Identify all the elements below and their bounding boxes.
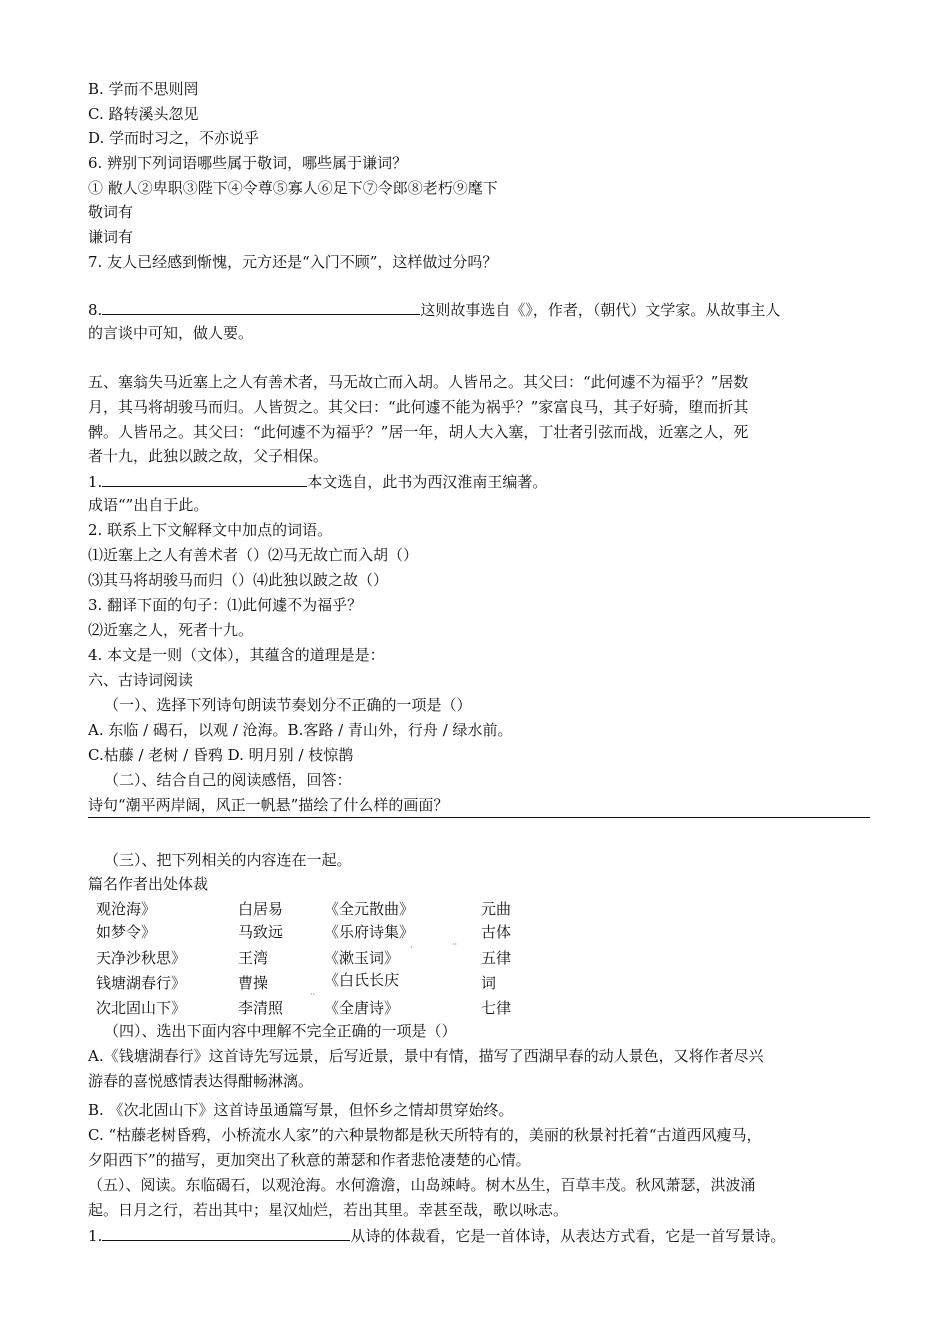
- option-b: B. 学而不思则罔: [88, 80, 199, 98]
- question-8: [88, 298, 780, 321]
- answer-blank[interactable]: [102, 470, 307, 487]
- option-a-cont: 游春的喜悦感情表达得酣畅淋漓。: [88, 1072, 314, 1090]
- question-number: 8.: [88, 301, 103, 319]
- match-source[interactable]: 《白氏长庆: [324, 971, 400, 989]
- match-source[interactable]: 《全唐诗》: [324, 999, 400, 1017]
- match-source[interactable]: 《乐府诗集》: [324, 923, 415, 941]
- question-7: 7. 友人已经感到惭愧，元方还是“入门不顾”，这样做过分吗？: [88, 253, 498, 271]
- question-2: 2. 联系上下文解释文中加点的词语。: [88, 521, 333, 539]
- match-title[interactable]: 钱塘湖春行》: [96, 974, 187, 992]
- match-genre[interactable]: 词: [481, 974, 497, 992]
- question-8-cont: 的言谈中可知，做人要。: [88, 324, 254, 342]
- question-number: 1.: [88, 1227, 103, 1245]
- passage-line: 髀。人皆吊之。其父曰：“此何遽不为福乎？”居一年，胡人大入塞，丁壮者引弦而战，近塞之人，死: [88, 423, 749, 441]
- option-c: C. “枯藤老树昏鸦，小桥流水人家”的六种景物都是秋天所特有的，美丽的秋景衬托着“古道西风瘦马，: [88, 1126, 762, 1144]
- match-source[interactable]: 《全元散曲》: [324, 900, 415, 918]
- answer-blank[interactable]: [102, 298, 420, 315]
- options-cd: C.枯藤 / 老树 / 昏鸦 D. 明月别 / 枝惊鹊: [88, 746, 354, 764]
- question-1-poem: [88, 1224, 785, 1247]
- match-table-header: 篇名作者出处体裁: [88, 875, 209, 893]
- question-text: 本文选自，此书为西汉淮南王编著。: [307, 473, 548, 491]
- honorific-answer: 敬词有: [88, 203, 134, 221]
- question-4: 4. 本文是一则（文体），其蕴含的道理是是：: [88, 646, 385, 664]
- match-author[interactable]: 曹操: [238, 974, 269, 992]
- subquestion-2: （二）、结合自己的阅读感悟，回答：: [104, 771, 352, 789]
- idiom-line: 成语“”出自于此。: [88, 496, 209, 514]
- match-title[interactable]: 次北固山下》: [96, 999, 187, 1017]
- reading-passage: （五）、阅读。东临碣石，以观沧海。水何澹澹，山岛竦峙。树木丛生，百草丰茂。秋风萧瑟，洪波涌: [88, 1176, 756, 1194]
- match-author[interactable]: 李清照: [238, 999, 284, 1017]
- subquestion-4: （四）、选出下面内容中理解不完全正确的一项是（）: [104, 1022, 457, 1040]
- humble-answer: 谦词有: [88, 228, 134, 246]
- answer-blank[interactable]: [102, 1224, 350, 1241]
- question-2-items: ⑶其马将胡骏马而归（）⑷此独以跛之故（）: [88, 571, 389, 589]
- question-1: [88, 470, 547, 493]
- option-c: C. 路转溪头忽见: [88, 105, 199, 123]
- match-source[interactable]: 《漱玉词》: [324, 949, 400, 967]
- scan-speck: ··: [310, 990, 316, 999]
- match-genre[interactable]: 元曲: [481, 900, 512, 918]
- passage-line: 月，其马将胡骏马而归。人皆贺之。其父曰：“此何遽不能为祸乎？”家富良马，其子好骑，堕而折其: [88, 398, 749, 416]
- match-title[interactable]: 天净沙秋思》: [96, 949, 187, 967]
- word-list: ① 敝人②卑职③陛下④令尊⑤寡人⑥足下⑦令郎⑧老朽⑨麾下: [88, 179, 498, 197]
- question-number: 1.: [88, 473, 103, 491]
- option-d: D. 学而时习之，不亦说乎: [88, 129, 260, 147]
- scan-speck: ·: [410, 943, 413, 952]
- match-genre[interactable]: 五律: [481, 949, 512, 967]
- answer-line[interactable]: [88, 817, 870, 818]
- subquestion-2-prompt: 诗句“潮平两岸阔，风正一帆悬”描绘了什么样的画面？: [88, 796, 449, 814]
- match-author[interactable]: 王湾: [238, 949, 269, 967]
- passage-line: 五、塞翁失马近塞上之人有善术者，马无故亡而入胡。人皆吊之。其父曰：“此何遽不为福乎？”居数: [88, 373, 749, 391]
- option-b: B. 《次北固山下》这首诗虽通篇写景，但怀乡之情却贯穿始终。: [88, 1101, 514, 1119]
- question-3: 3. 翻译下面的句子：⑴此何遽不为福乎？: [88, 596, 363, 614]
- match-genre[interactable]: 古体: [481, 923, 512, 941]
- match-author[interactable]: 白居易: [238, 900, 284, 918]
- reading-passage: 起。日月之行，若出其中；星汉灿烂，若出其里。幸甚至哉，歌以咏志。: [88, 1201, 569, 1219]
- match-title[interactable]: 观沧海》: [96, 900, 157, 918]
- section-6-heading: 六、古诗词阅读: [88, 671, 194, 689]
- question-3-item: ⑵近塞之人，死者十九。: [88, 621, 254, 639]
- match-genre[interactable]: 七律: [481, 999, 512, 1017]
- passage-line: 者十九，此独以跛之故，父子相保。: [88, 447, 329, 465]
- question-2-items: ⑴近塞上之人有善术者（）⑵马无故亡而入胡（）: [88, 546, 419, 564]
- subquestion-3: （三）、把下列相关的内容连在一起。: [104, 851, 352, 869]
- options-ab: A. 东临 / 碣石，以观 / 沧海。B.客路 / 青山外，行舟 / 绿水前。: [88, 721, 513, 739]
- question-text: 从诗的体裁看，它是一首体诗，从表达方式看，它是一首写景诗。: [350, 1227, 786, 1245]
- match-title[interactable]: 如梦令》: [96, 923, 157, 941]
- question-text: 这则故事选自《》，作者，（朝代）文学家。从故事主人: [420, 301, 781, 319]
- match-author[interactable]: 马致远: [238, 923, 284, 941]
- option-a: A.《钱塘湖春行》这首诗先写远景，后写近景，景中有情，描写了西湖早春的动人景色，又将作者尽兴: [88, 1047, 764, 1065]
- subquestion-1: （一）、选择下列诗句朗读节奏划分不正确的一项是（）: [104, 696, 472, 714]
- option-c-cont: 夕阳西下”的描写，更加突出了秋意的萧瑟和作者悲怆凄楚的心情。: [88, 1151, 531, 1169]
- question-6: 6. 辨别下列词语哪些属于敬词，哪些属于谦词？: [88, 154, 408, 172]
- scan-speck: ··: [452, 940, 458, 949]
